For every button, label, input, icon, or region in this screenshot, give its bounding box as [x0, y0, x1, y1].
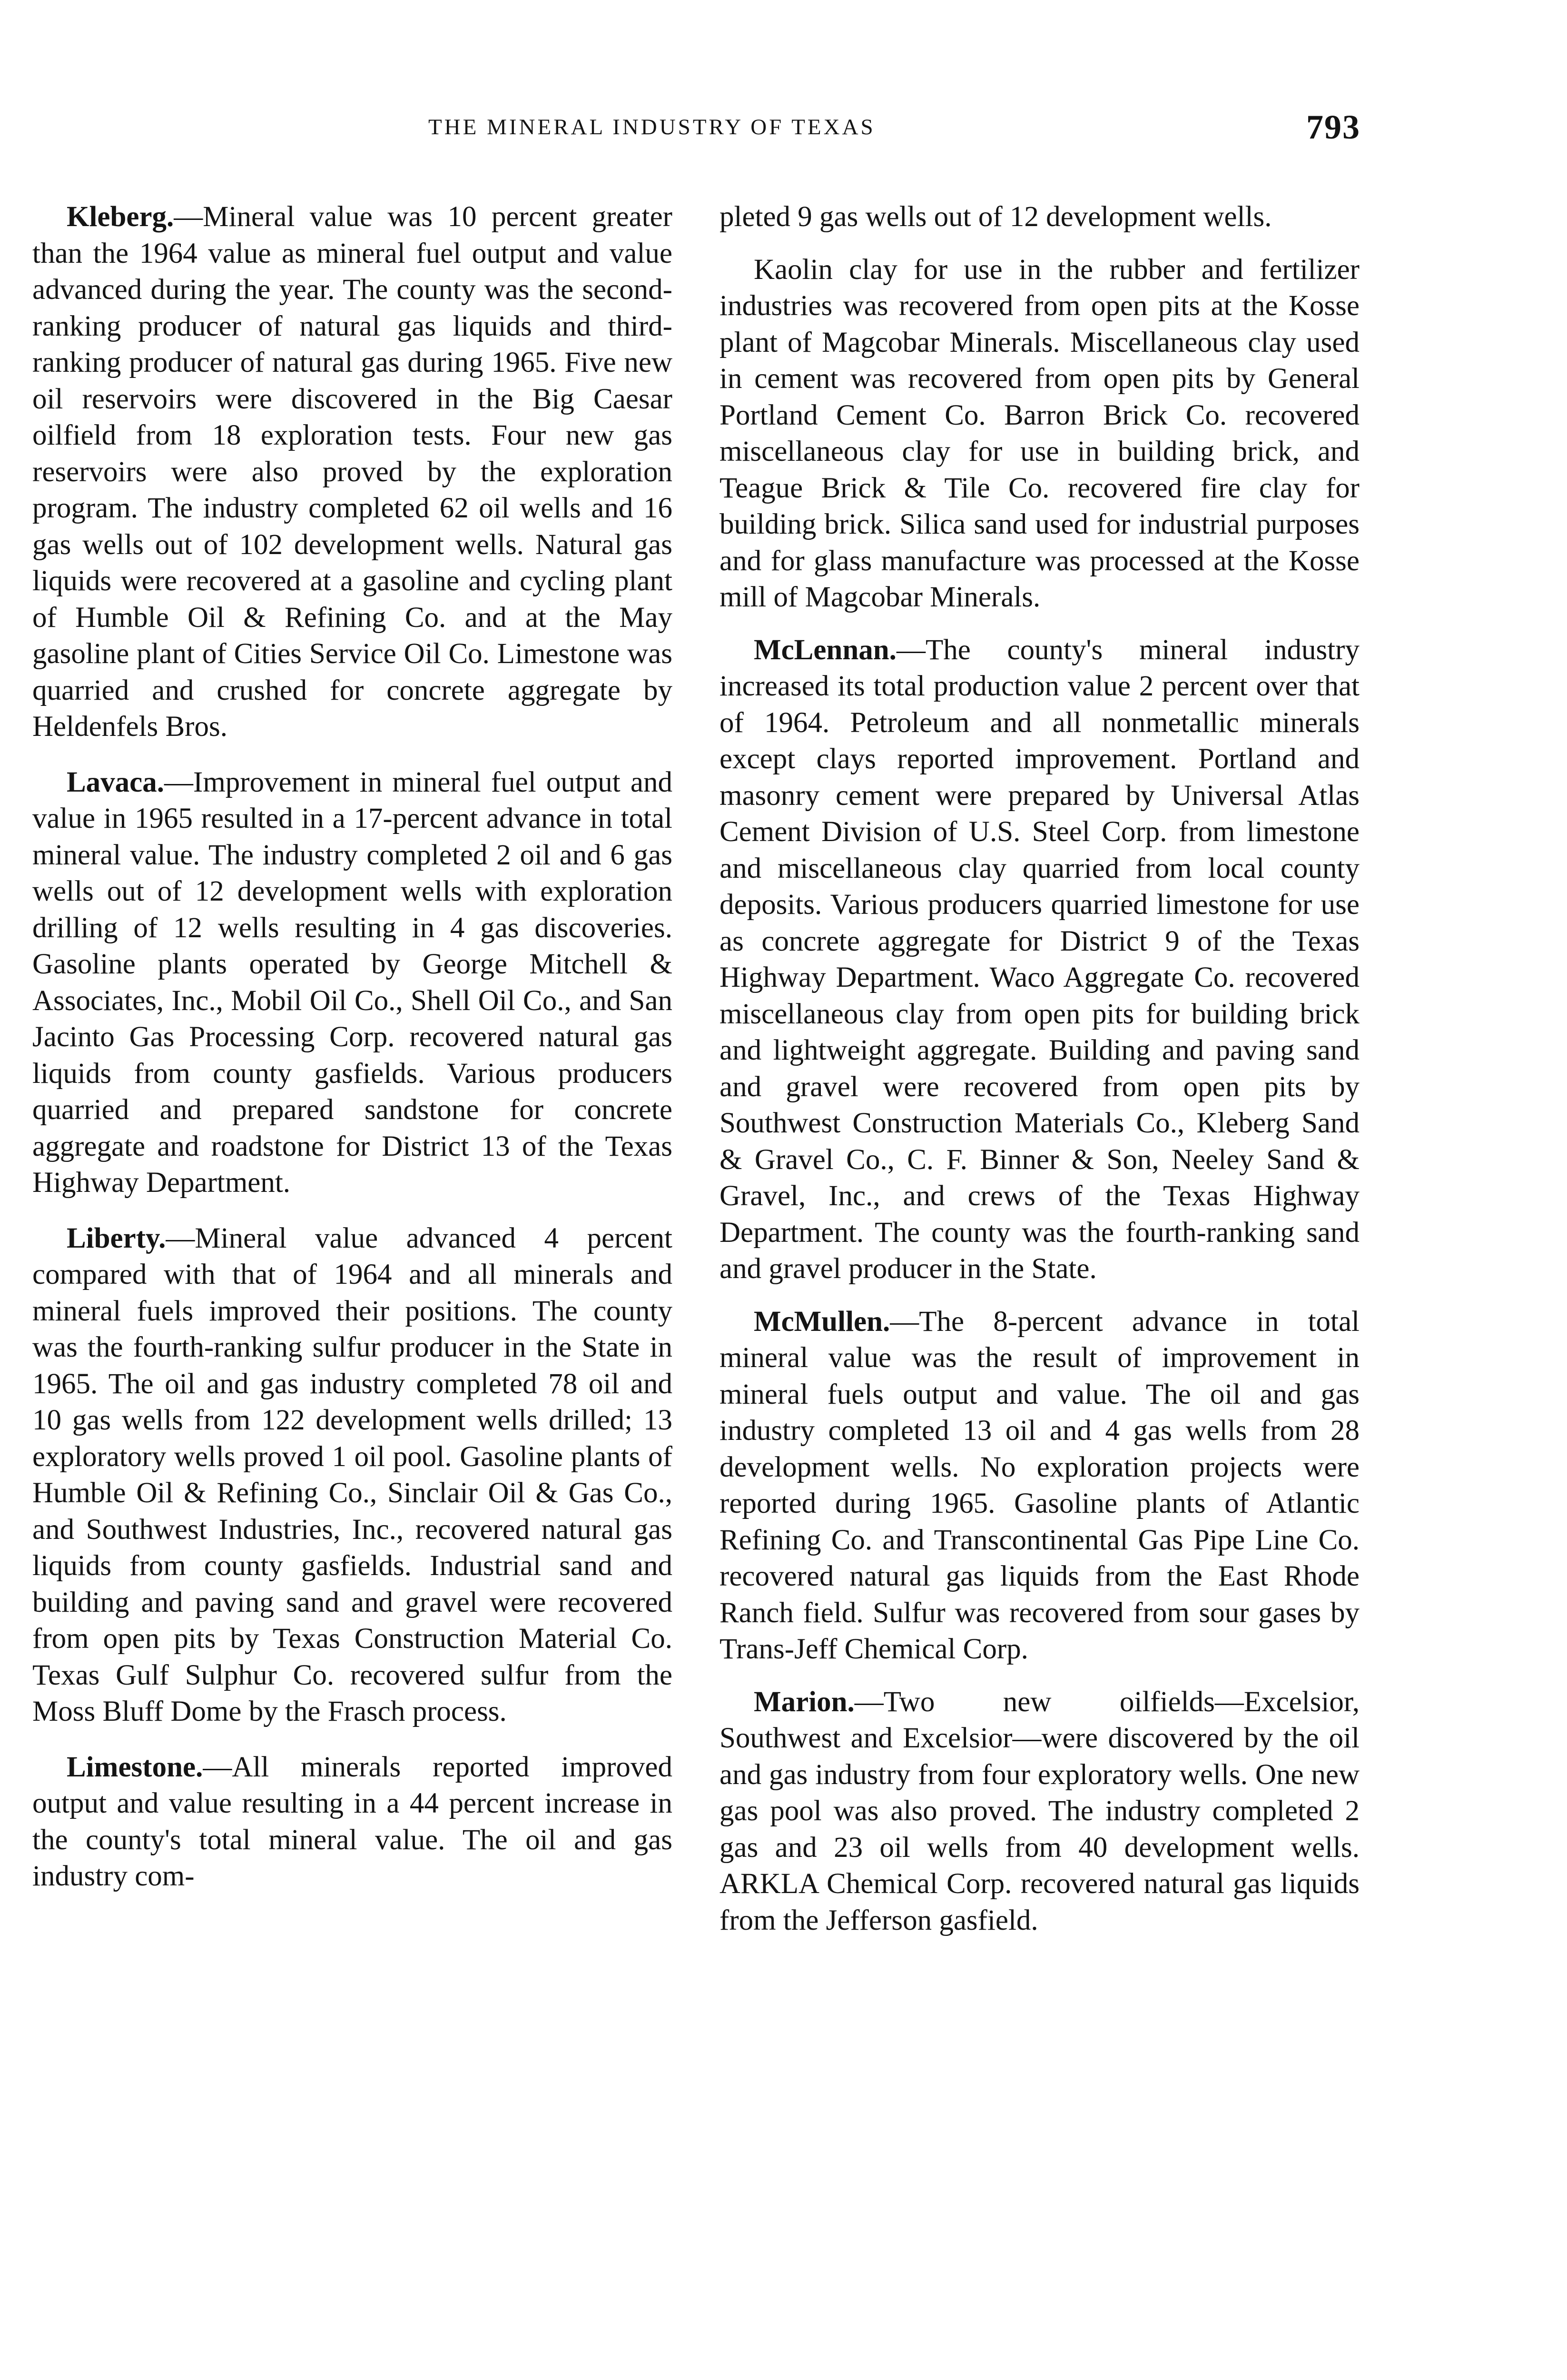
- paragraph-text: —The 8-percent advance in total mineral value was the result of improvement in mineral fuels output and value. The oil and gas industry completed 13 oil and 4 gas wells from 28 development wells. No exploration projects were reported during 1965. Gasoline plants of Atlantic Refining Co. and Transcontinental Gas Pipe Line Co. recovered natural gas liquids from the East Rhode Ranch field. Sulfur was recovered from sour gases by Trans-Jeff Chemical Corp.: [719, 1305, 1360, 1665]
- paragraph-text: —Two new oilfields—Excelsior, Southwest and Excelsior—were discovered by the oil and gas industry from four exploratory wells. One new gas pool was also proved. The industry completed 2 gas and 23 oil wells from 40 development wells. ARKLA Chemical Corp. recovered natural gas liquids from the Jefferson gasfield.: [719, 1686, 1360, 1936]
- county-paragraph-marion: [719, 1684, 1360, 1939]
- paragraph-text: —The county's mineral industry increased its total production value 2 percent over that of 1964. Petroleum and all nonmetallic minerals except clays reported improvement. Portland and masonry cement were prepared by Universal Atlas Cement Division of U.S. Steel Corp. from limestone and miscellaneous clay quarried from local county deposits. Various producers quarried limestone for use as concrete aggregate for District 9 of the Texas Highway Department. Waco Aggregate Co. recovered miscellaneous clay from open pits for building brick and lightweight aggregate. Building and paving sand and gravel were recovered from open pits by Southwest Construction Materials Co., Kleberg Sand & Gravel Co., C. F. Binner & Son, Neeley Sand & Gravel, Inc., and crews of the Texas Highway Department. The county was the fourth-ranking sand and gravel producer in the State.: [719, 634, 1360, 1285]
- county-paragraph-lavaca: [32, 764, 672, 1201]
- paragraph-text: —Mineral value advanced 4 percent compared with that of 1964 and all minerals and mineral fuels improved their positions. The county was the fourth-ranking sulfur producer in the State in 1965. The oil and gas industry completed 78 oil and 10 gas wells from 122 development wells drilled; 13 exploratory wells proved 1 oil pool. Gasoline plants of Humble Oil & Refining Co., Sinclair Oil & Gas Co., and Southwest Industries, Inc., recovered natural gas liquids from county gasfields. Industrial sand and building and paving sand and gravel were recovered from open pits by Texas Construction Material Co. Texas Gulf Sulphur Co. recovered sulfur from the Moss Bluff Dome by the Frasch process.: [32, 1222, 672, 1727]
- paragraph-text: —Improvement in mineral fuel output and value in 1965 resulted in a 17-percent advance in total mineral value. The industry completed 2 oil and 6 gas wells out of 12 development wells with exploration drilling of 12 wells resulting in 4 gas discoveries. Gasoline plants operated by George Mitchell & Associates, Inc., Mobil Oil Co., Shell Oil Co., and San Jacinto Gas Processing Corp. recovered natural gas liquids from county gasfields. Various producers quarried and prepared sandstone for concrete aggregate and roadstone for District 13 of the Texas Highway Department.: [32, 766, 672, 1199]
- county-paragraph-mcmullen: [719, 1304, 1360, 1668]
- county-paragraph-liberty: [32, 1220, 672, 1730]
- paragraph-text: pleted 9 gas wells out of 12 development wells.: [719, 201, 1272, 233]
- paragraph-text: —Mineral value was 10 percent greater than the 1964 value as mineral fuel output and value advanced during the year. The county was the second-ranking producer of natural gas liquids and third-ranking producer of natural gas during 1965. Five new oil reservoirs were discovered in the Big Caesar oilfield from 18 exploration tests. Four new gas reservoirs were also proved by the exploration program. The industry completed 62 oil wells and 16 gas wells out of 102 development wells. Natural gas liquids were recovered at a gasoline and cycling plant of Humble Oil & Refining Co. and at the May gasoline plant of Cities Service Oil Co. Limestone was quarried and crushed for concrete aggregate by Heldenfels Bros.: [32, 201, 672, 743]
- page-number: 793: [1306, 108, 1360, 146]
- county-paragraph-limestone: [32, 1749, 672, 1895]
- county-heading: Lavaca.: [67, 766, 165, 798]
- continued-paragraph: [719, 199, 1360, 236]
- county-paragraph-mclennan: [719, 632, 1360, 1288]
- county-paragraph-kleberg: [32, 199, 672, 745]
- county-heading: Marion.: [754, 1686, 855, 1718]
- county-heading: Kleberg.: [67, 201, 174, 233]
- paragraph-kaolin: [719, 252, 1360, 616]
- county-heading: McMullen.: [754, 1305, 890, 1338]
- page-header-title: THE MINERAL INDUSTRY OF TEXAS: [428, 115, 876, 139]
- county-heading: Liberty.: [67, 1222, 166, 1254]
- left-column: [32, 199, 672, 1914]
- paragraph-text: —All minerals reported improved output and value resulting in a 44 percent increase in the county's total mineral value. The oil and gas industry com-: [32, 1751, 672, 1892]
- running-head: [0, 108, 1567, 150]
- county-heading: Limestone.: [67, 1751, 203, 1783]
- right-column: [719, 199, 1360, 1955]
- county-heading: McLennan.: [754, 634, 897, 666]
- paragraph-text: Kaolin clay for use in the rubber and fertilizer industries was recovered from open pits at the Kosse plant of Magcobar Minerals. Miscellaneous clay used in cement was recovered from open pits by General Portland Cement Co. Barron Brick Co. recovered miscellaneous clay for use in building brick, and Teague Brick & Tile Co. recovered fire clay for building brick. Silica sand used for industrial purposes and for glass manufacture was processed at the Kosse mill of Magcobar Minerals.: [719, 253, 1360, 613]
